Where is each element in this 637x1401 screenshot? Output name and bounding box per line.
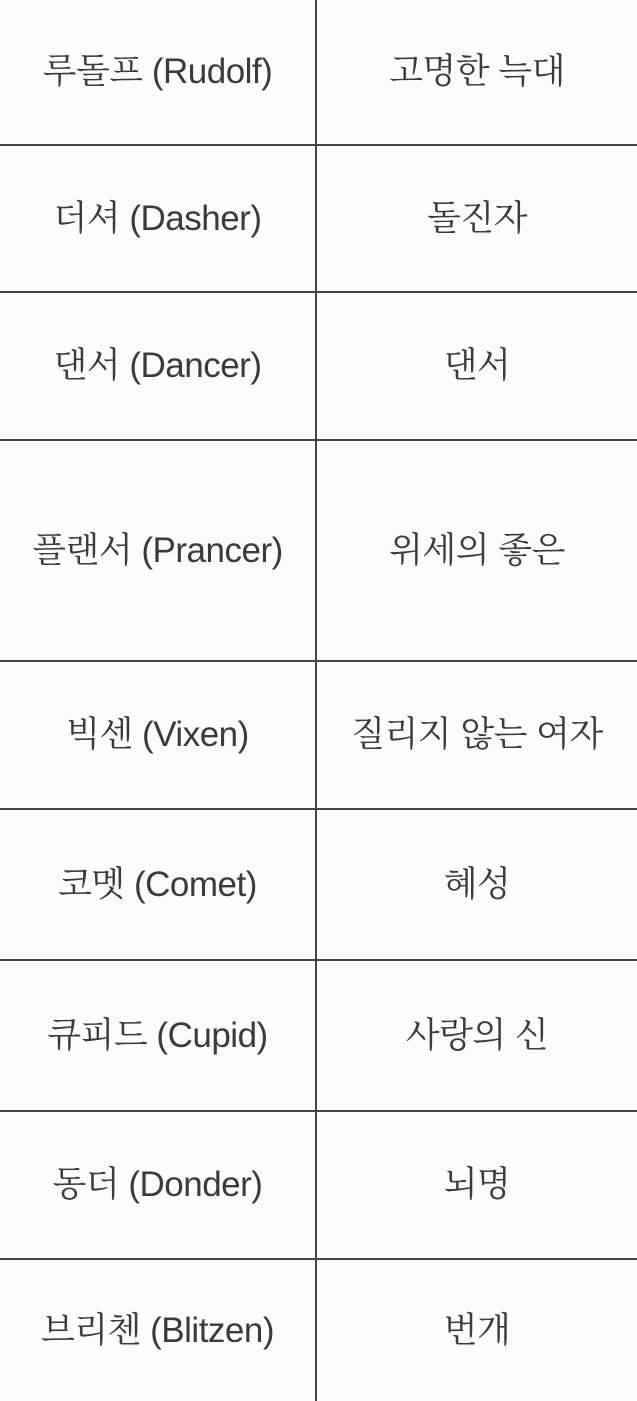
meaning-cell: 뇌명	[443, 1165, 511, 1205]
reindeer-name-cell: 루돌프 (Rudolf)	[0, 0, 317, 144]
reindeer-name-cell: 브리첸 (Blitzen)	[0, 1260, 317, 1401]
table-row	[0, 961, 637, 1112]
meaning-cell: 고명한 늑대	[389, 52, 565, 92]
reindeer-name-cell: 더셔 (Dasher)	[0, 146, 317, 291]
table-row	[0, 662, 637, 810]
meaning-cell: 돌진자	[427, 198, 527, 238]
reindeer-name-cell: 코멧 (Comet)	[0, 810, 317, 959]
reindeer-name-cell: 댄서 (Dancer)	[0, 293, 317, 439]
meaning-cell: 사랑의 신	[405, 1015, 549, 1055]
meaning-cell: 혜성	[443, 864, 511, 904]
reindeer-name-cell: 큐피드 (Cupid)	[0, 961, 317, 1110]
reindeer-name-cell: 플랜서 (Prancer)	[0, 441, 317, 660]
meaning-cell: 번개	[443, 1310, 511, 1350]
table-row	[0, 810, 637, 961]
table-row	[0, 293, 637, 441]
table-row	[0, 0, 637, 146]
reindeer-name-cell: 동더 (Donder)	[0, 1112, 317, 1258]
meaning-cell: 위세의 좋은	[389, 530, 565, 570]
reindeer-name-cell: 빅센 (Vixen)	[0, 662, 317, 808]
table-row	[0, 1260, 637, 1401]
meaning-cell: 댄서	[443, 346, 511, 386]
table-row	[0, 441, 637, 662]
meaning-cell: 질리지 않는 여자	[351, 715, 603, 755]
table-row	[0, 146, 637, 293]
table-row	[0, 1112, 637, 1260]
